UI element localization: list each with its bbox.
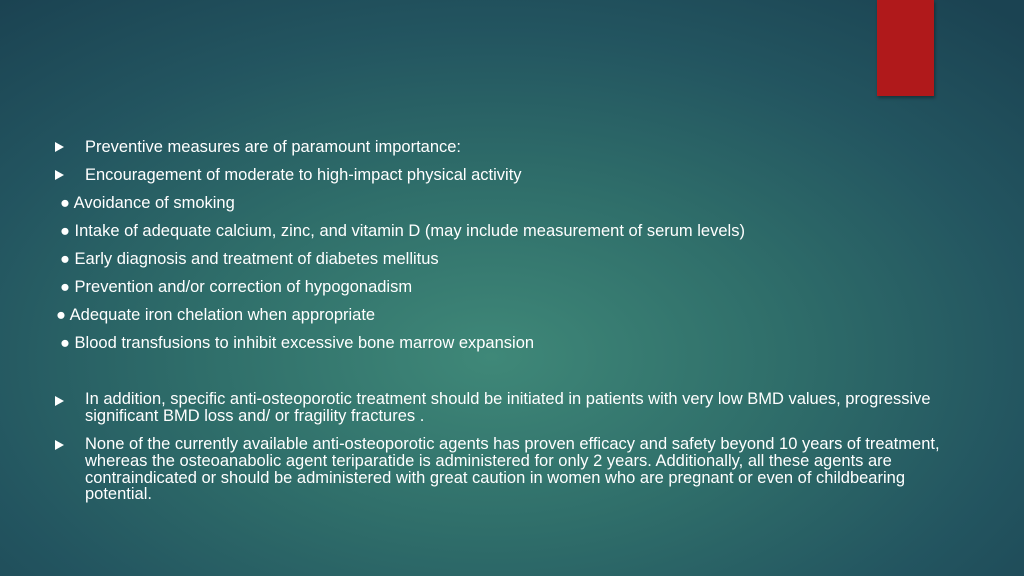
list-item: Preventive measures are of paramount importance: [85,138,462,156]
list-item: ● Adequate iron chelation when appropriate [56,306,376,324]
list-item: ● Early diagnosis and treatment of diabetes mellitus [60,250,439,268]
list-item: Encouragement of moderate to high-impact physical activity [85,166,522,184]
arrow-bullet-icon [55,440,64,450]
accent-bar [877,0,934,96]
list-item: ● Avoidance of smoking [60,194,235,212]
list-item: ● Blood transfusions to inhibit excessive bone marrow expansion [60,334,535,352]
arrow-bullet-icon [55,170,64,180]
arrow-bullet-icon [55,396,64,406]
arrow-bullet-icon [55,142,64,152]
list-item: ● Intake of adequate calcium, zinc, and vitamin D (may include measurement of serum levels) [60,222,745,240]
paragraph: In addition, specific anti-osteoporotic treatment should be initiated in patients with very low BMD values, progressive significant BMD loss and/ or fragility fractures . [85,390,931,425]
paragraph: None of the currently available anti-osteoporotic agents has proven efficacy and safety beyond 10 years of treatment, whereas the osteoanabolic agent teriparatide is administered for only 2 years. Additionally, all these agents are contraindicated or should be administered with great caution in women who are pregnant or even of childbearing potential. [85,435,940,504]
list-item: ● Prevention and/or correction of hypogonadism [60,278,413,296]
